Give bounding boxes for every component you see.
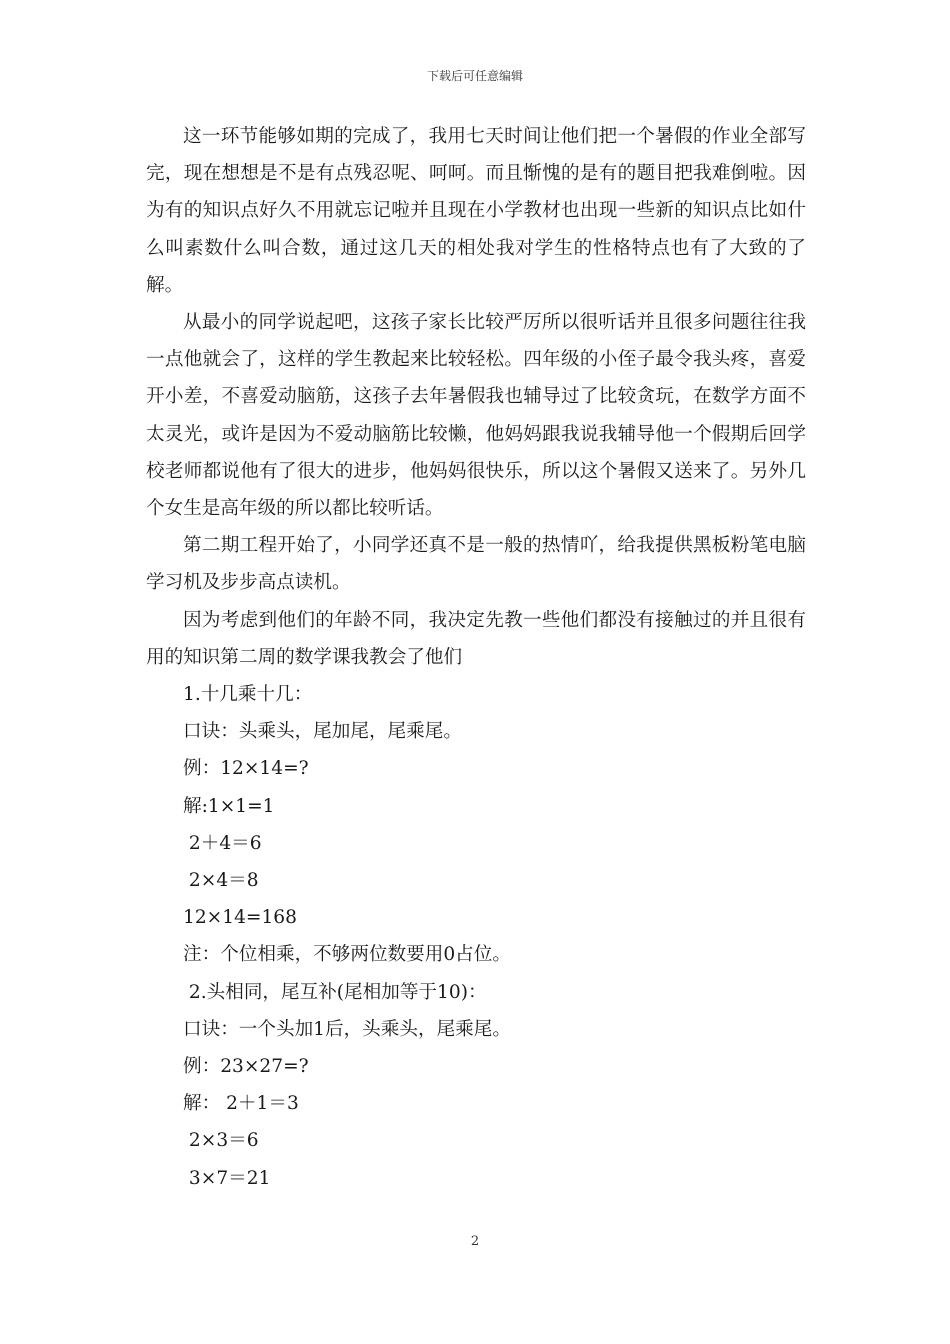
method-title: 2.头相同，尾互补(尾相加等于10)： bbox=[183, 981, 487, 1003]
paragraph: 这一环节能够如期的完成了，我用七天时间让他们把一个暑假的作业全部写完，现在想想是不是有点残忍呢、呵呵。而且惭愧的是有的题目把我难倒啦。因为有的知识点好久不用就忘记啦并且现在小学教材也出现一些新的知识点比如什么叫素数什么叫合数，通过这几天的相处我对学生的性格特点也有了大致的了解。 bbox=[146, 126, 806, 296]
page-header: 下载后可任意编辑 bbox=[426, 69, 523, 83]
paragraph: 从最小的同学说起吧，这孩子家长比较严厉所以很听话并且很多问题往往我一点他就会了，这样的学生教起来比较轻松。四年级的小侄子最令我头疼，喜爱开小差，不喜爱动脑筋，这孩子去年暑假我也辅导过了比较贪玩，在数学方面不太灵光，或许是因为不爱动脑筋比较懒，他妈妈跟我说我辅导他一个假期后回学校老师都说他有了很大的进步，他妈妈很快乐，所以这个暑假又送来了。另外几个女生是高年级的所以都比较听话。 bbox=[146, 312, 806, 520]
solution-step: 2×4＝8 bbox=[183, 870, 259, 892]
solution-line: 解： 2＋1＝3 bbox=[183, 1093, 299, 1115]
mnemonic-line: 口诀：一个头加1后，头乘头，尾乘尾。 bbox=[183, 1018, 511, 1040]
solution-line: 解:1×1=1 bbox=[183, 795, 275, 817]
solution-result: 12×14=168 bbox=[183, 907, 297, 929]
paragraph: 第二期工程开始了，小同学还真不是一般的热情吖，给我提供黑板粉笔电脑学习机及步步高点读机。 bbox=[146, 535, 806, 594]
example-line: 例：23×27=? bbox=[183, 1056, 309, 1078]
solution-step: 2＋4＝6 bbox=[183, 832, 262, 854]
note-line: 注：个位相乘，不够两位数要用0占位。 bbox=[183, 944, 511, 966]
solution-step: 2×3＝6 bbox=[183, 1130, 259, 1152]
example-line: 例：12×14=? bbox=[183, 758, 309, 780]
paragraph: 因为考虑到他们的年龄不同，我决定先教一些他们都没有接触过的并且很有用的知识第二周的数学课我教会了他们 bbox=[146, 609, 806, 668]
method-title: 1.十几乘十几： bbox=[183, 684, 313, 706]
solution-step: 3×7＝21 bbox=[183, 1167, 271, 1189]
page-number: 2 bbox=[470, 1234, 480, 1249]
mnemonic-line: 口诀：头乘头，尾加尾，尾乘尾。 bbox=[183, 721, 462, 743]
document-body bbox=[146, 118, 806, 1197]
